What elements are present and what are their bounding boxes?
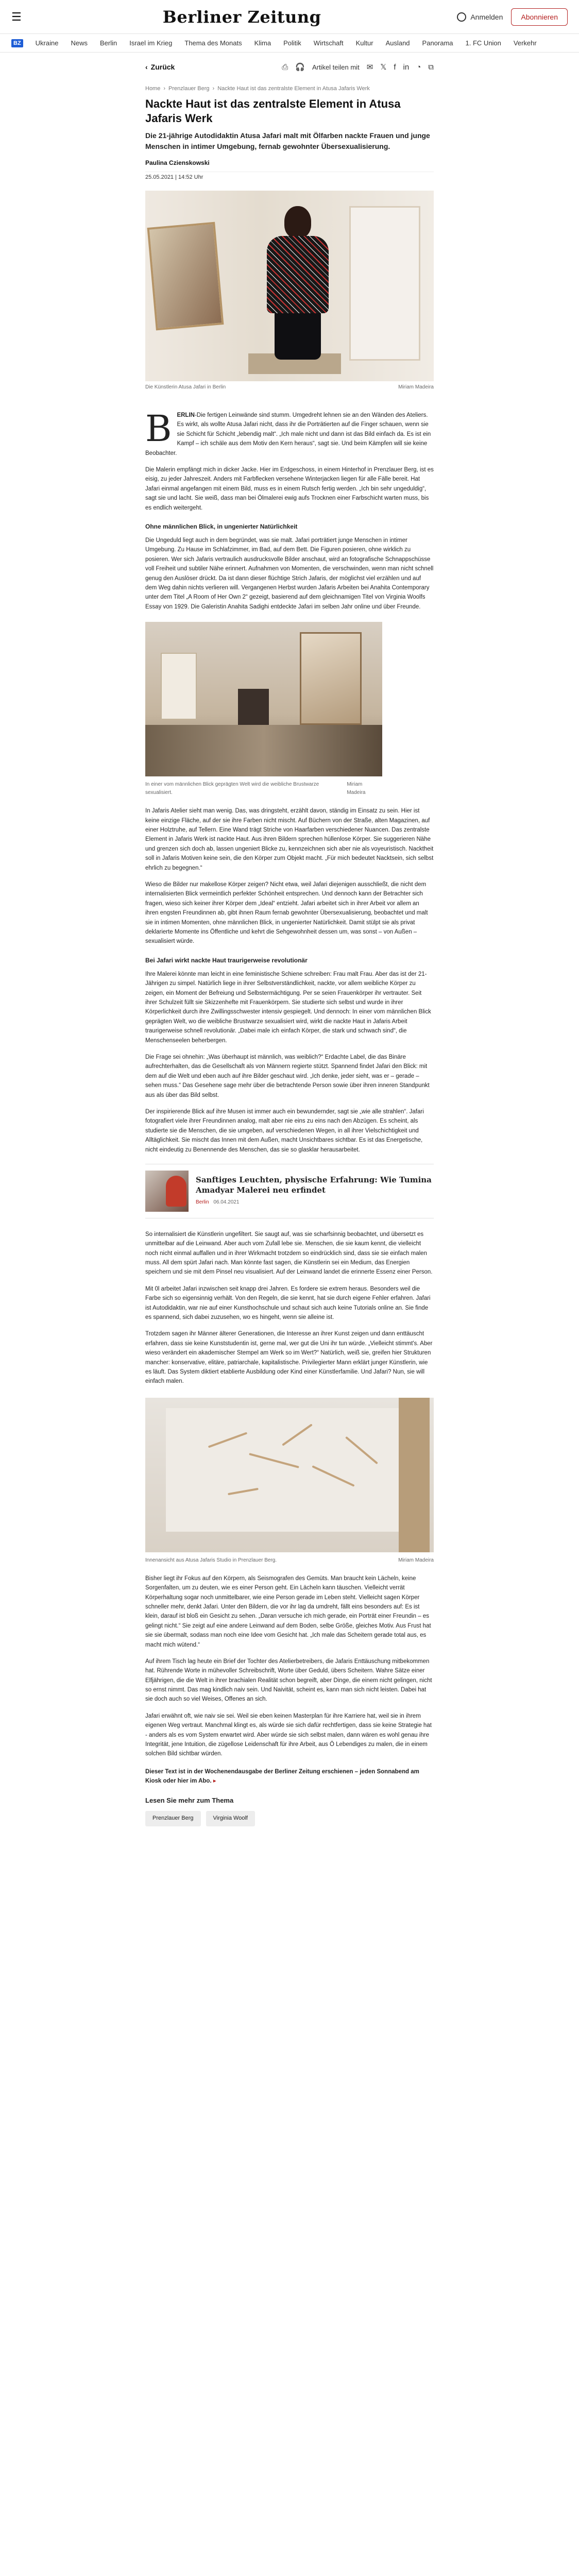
paragraph: Der inspirierende Blick auf ihre Musen ist immer auch ein bewundernder, sagt sie „wie alle strahlen“. Jafari fotografiert viele ihrer Freundinnen analog, malt aber nie eins zu eins nach den Abzügen. Es scheint, als studierte sie die Menschen, die sie umgeben, auf verschiedenen Wegen, in all ihrer Vielschichtigkeit und Alltäglichkeit. Sie mischt das Innen mit dem Außen, macht Unsichtbares sichtbar. Es ist das Energetische, nicht eindeutig zu Benennende des Menschen, das sie so glasklar herausarbeitet. (145, 1108, 424, 1153)
nav-item[interactable]: Ausland (385, 39, 410, 47)
paragraph: Ihre Malerei könnte man leicht in eine feministische Schiene schreiben: Frau malt Frau. Aber das ist der 21-Jährigen zu simpel. Natürlich liege in ihrer Selbstverständlichkeit, nackte, vor allem weibliche Körper zu zeigen, ein Moment der Befreiung und Selbstermächtigung. Per se seien Frauenkörper ihr vertrauter. Seit ihrer Schulzeit füllt sie Skizzenhefte mit Frauenkörpern. Sie studierte sich selbst und wurde in ihrer Körperlichkeit durch ihre Zwillingsschwester intensiv gespiegelt. Und dennoch: In einer vom männlichen Blick geprägten Welt, wo die weibliche Brustwarze sexualisiert wird, wirkt die nackte Haut in Jafaris Arbeit traurigerweise schnell revolutionär. „Dabei male ich einfach Körper, die stark und schwach sind“, die Menschenseelen beherbergen. (145, 971, 431, 1044)
image-caption (145, 781, 382, 797)
breadcrumb (145, 86, 434, 92)
paragraph: So internalisiert die Künstlerin ungefiltert. Sie saugt auf, was sie scharfsinnig beobachtet, und übersetzt es unmittelbar auf die Leinwand. Aber auch vom Zufall lebe sie. Menschen, die sie kaum kennt, die vielleicht noch nicht einmal auffallen und in ihrer Wirkmacht trotzdem so eindrücklich sind, dass sie sie einfach malen muss. All dem spürt Jafari nach. Man könnte fast sagen, die Künstlerin sei ein Medium, das Energien speichern und sie mit dem Pinsel neu visualisiert. Auf der Leinwand landet die erinnerte Essenz einer Person. (145, 1231, 433, 1276)
breadcrumb-item[interactable]: Home (145, 86, 161, 92)
topic-tag[interactable]: Virginia Woolf (206, 1811, 255, 1826)
hero-image[interactable] (145, 191, 434, 381)
chevron-left-icon: ‹ (145, 63, 148, 71)
article-time: 14:52 Uhr (178, 174, 203, 180)
drop-cap: B (145, 408, 172, 450)
site-logo[interactable]: Berliner Zeitung (162, 7, 321, 27)
main-nav (0, 34, 579, 53)
article-container (145, 86, 434, 180)
nav-item[interactable]: Klima (254, 39, 271, 47)
paragraph (145, 408, 434, 458)
print-icon[interactable]: ⎙ (282, 62, 288, 72)
studio-image[interactable] (145, 622, 382, 776)
related-meta (196, 1198, 434, 1207)
login-label: Anmelden (470, 12, 503, 21)
subheading: Ohne männlichen Blick, in ungenierter Natürlichkeit (145, 522, 298, 530)
related-section: Berlin (195, 1199, 209, 1206)
paragraph: Mit 0l arbeitet Jafari inzwischen seit knapp drei Jahren. Es fordere sie extrem heraus. Besonders weil die Farbe sich so eigensinnig verhält. Von den Regeln, die sie kennt, hat sie durch eigene Fehler erfahren. Jafari ist Autodidaktin, war nie auf einer Kunsthochschule und schaut sich auch keine Tutorials online an. Sie finde es spannend, sich dabei zuzusehen, wo es hingeht, wenn sie alleine ist. (145, 1285, 431, 1321)
subscribe-button[interactable]: Abonnieren (511, 8, 568, 26)
nav-item[interactable]: Israel im Krieg (129, 39, 173, 47)
nav-item[interactable]: Berlin (99, 39, 117, 47)
article-toolbar (145, 53, 434, 81)
breadcrumb-separator: › (212, 86, 215, 92)
nav-item[interactable]: Ukraine (35, 39, 59, 47)
paragraph: Wieso die Bilder nur makellose Körper zeigen? Nicht etwa, weil Jafari diejenigen ausschließt, die nicht dem internalisierten Blick vermeintlich perfekter Schönheit entsprechen. Und dennoch kann der Betrachter sich fragen, wieso sich keiner ihrer Körper dem „Ideal“ entzieht. Jafari arbeitet sich in ihrer Arbeit vor allem an ihren engsten Freundinnen ab, gibt ihnen Raum fernab gewohnter Übersexualisierung, beobachtet und malt sie in intimen Momenten, ohne männlichen Blick, in ungenierter Natürlichkeit. Damit stülpt sie als privat deklarierte Momente ins Öffentliche und kehrt die Sehgewohnheit dessen um, was sonst – von Außen – sexualisiert würde. (145, 881, 428, 945)
print-edition-promo[interactable] (145, 1767, 434, 1786)
share-label: Artikel teilen mit (312, 63, 360, 71)
image-caption-text: Innenansicht aus Atusa Jafaris Studio in Prenzlauer Berg. (145, 1557, 277, 1563)
article-body (145, 408, 434, 1826)
image-credit: Miriam Madeira (398, 1557, 434, 1563)
promo-text: Dieser Text ist in der Wochenendausgabe der Berliner Zeitung erschienen – jeden Sonnabend am Kiosk oder hier im Abo. (145, 1768, 419, 1785)
breadcrumb-item[interactable]: Prenzlauer Berg (168, 86, 210, 92)
article-author[interactable]: Paulina Czienskowski (145, 159, 210, 166)
twitter-icon[interactable]: 𝕏 (380, 63, 387, 72)
paragraph: Die Malerin empfängt mich in dicker Jacke. Hier im Erdgeschoss, in einem Hinterhof in Prenzlauer Berg, ist es eisig, zu jeder Jahreszeit. Anders mit Farbflecken versehene Winterjacken liegen für alle Fälle bereit. Hat Jafari einmal angefangen mit einem Bild, muss es in einem Rutsch fertig werden. „Ich bin sehr ungeduldig“, sagt sie und lacht. Sie weiß, dass man bei Ölmalerei ewig aufs Trocknen einer Farbschicht warten muss, bis es endlich weitergeht. (145, 466, 434, 511)
hero-credit: Miriam Madeira (398, 384, 434, 390)
back-label: Zurück (150, 63, 175, 71)
paragraph-text: -Die fertigen Leinwände sind stumm. Umgedreht lehnen sie an den Wänden des Ateliers. Es wirkt, als wollte Atusa Jafari nicht, dass ihr die Porträtierten auf die Finger schauen, wenn sie sie Schicht für Schicht „lebendig malt“. „Ich male nicht und dann ist das Bild einfach da. Es ist ein Kampf – ich schäle aus dem Motiv den Kern heraus“, sagt sie. Und beim Kämpfen will sie keine Beobachter. (145, 412, 431, 456)
more-topics-heading: Lesen Sie mehr zum Thema (145, 1796, 234, 1804)
image-caption-text: In einer vom männlichen Blick geprägten Welt wird die weibliche Brustwarze sexualisiert. (145, 782, 319, 796)
paragraph: Auf ihrem Tisch lag heute ein Brief der Tochter des Atelierbetreibers, die Jafaris Enttäuschung mitbekommen hat. Rührende Worte in mühevoller Schreibschrift, Worte über Geduld, übers Scheitern. Wahre Sätze einer Elfjährigen, die die Welt in ihrer brachialen Realität schon begreift, aber Dinge, die einem nicht gelingen, nicht so ernst nimmt. Das mag kindlich naiv sein. Und Naivität, scheint es, kann man sich nicht leisten. Dabei hat sie doch auch so viel Weises, Offenes an sich. (145, 1658, 432, 1703)
facebook-icon[interactable]: f (394, 62, 396, 72)
subheading: Bei Jafari wirkt nackte Haut traurigerweise revolutionär (145, 956, 308, 964)
linkedin-icon[interactable]: in (403, 62, 410, 72)
dateline-city: ERLIN (177, 412, 195, 418)
studio-interior-image[interactable] (145, 1398, 434, 1552)
user-icon (457, 12, 466, 22)
hero-caption (145, 384, 434, 390)
headphones-icon[interactable]: 🎧 (295, 63, 305, 72)
breadcrumb-separator: › (163, 86, 166, 92)
hero-figure (145, 191, 434, 390)
paragraph: Die Frage sei ohnehin: „Was überhaupt ist männlich, was weiblich?“ Erdachte Label, die das Binäre aufrechterhalten, das die Gesellschaft als von Männern regierte stützt. Spannend findet Jafari den Blick: mit dem auf die Welt und eben auch auf ihre Bilder geschaut wird. „Ich denke, jeder sieht, was er – gerade – sehen muss.“ Das Gesehene sage mehr über die betrachtende Person sowie über ihren inneren Standpunkt aus als über das Bild selbst. (145, 1054, 430, 1098)
paragraph: In Jafaris Atelier sieht man wenig. Das, was dringsteht, erzählt davon, ständig im Einsatz zu sein. Hier ist keine einzige Fläche, auf der sie ihre Farben nicht mischt. Auf Büchern von der Straße, alten Magazinen, auf einer Holztruhe, auf Tellern. Eine Wand trägt Striche von Haarfarben verschiedener Nuancen. Das zentralste Element in Jafaris Werk ist nackte Haut. Aus ihren Bildern sprechen hüllenlose Körper. Sie suggerieren Nähe und grenzen sich doch ab, lassen ungeniert Blicke zu, kennzeichnen sich aber nie als voyeuristisch. Nacktheit soll in Jafaris Motiven keine sein, die den Körper zum Objekt macht. „Für mich bedeutet Nacktsein, sich selbst ehrlich zu begegnen.“ (145, 808, 434, 871)
copy-link-icon[interactable]: ⧉ (428, 62, 434, 72)
nav-item[interactable]: Kultur (355, 39, 373, 47)
promo-arrow-icon: ▸ (213, 1778, 216, 1785)
topic-tags (145, 1811, 434, 1826)
dateline-separator: | (175, 174, 179, 180)
image-credit: Miriam Madeira (347, 782, 366, 796)
related-text (196, 1175, 434, 1207)
nav-item[interactable]: News (71, 39, 88, 47)
image-caption (145, 1556, 434, 1565)
email-icon[interactable]: ✉ (366, 63, 373, 72)
hero-caption-text: Die Künstlerin Atusa Jafari in Berlin (145, 384, 226, 390)
nav-item[interactable]: Thema des Monats (184, 39, 242, 47)
related-thumbnail[interactable] (145, 1171, 189, 1212)
nav-item[interactable]: Wirtschaft (313, 39, 344, 47)
share-bar (282, 62, 434, 72)
login-link[interactable] (457, 12, 503, 22)
article-dateline (145, 172, 434, 180)
topic-tag[interactable]: Prenzlauer Berg (145, 1811, 201, 1826)
header-actions (457, 8, 568, 26)
related-date: 06.04.2021 (213, 1199, 240, 1206)
related-title[interactable]: Sanftiges Leuchten, physische Erfahrung: Wie Tumina Amadyar Malerei neu erfindet (195, 1175, 432, 1195)
article-date: 25.05.2021 (145, 174, 174, 180)
article-title: Nackte Haut ist das zentralste Element in Atusa Jafaris Werk (145, 97, 401, 125)
site-header (0, 0, 579, 34)
related-article-teaser[interactable] (145, 1164, 434, 1218)
back-button[interactable] (145, 63, 175, 71)
bz-plus-icon[interactable]: BZ (11, 39, 23, 47)
menu-icon[interactable]: ☰ (11, 10, 22, 23)
nav-item[interactable]: 1. FC Union (465, 39, 501, 47)
paragraph: Bisher liegt ihr Fokus auf den Körpern, als Seismografen des Gemüts. Man braucht kein Lächeln, keine Sorgenfalten, um zu deuten, wie es einer Person geht. Ein Lächeln kann täuschen. Vielleicht verrät Körperhaltung sogar noch unmittelbarer, wie eine Person gerade im Leben steht. Vielleicht sagen Körper schneller mehr, denkt Jafari. Unter den Bildern, die vor ihr lag da umdreht, fällt eins besonders auf: Es ist klein, darauf ist bloß ein Gesicht zu sehen. „Daran versuche ich mich gerade, ein Porträt einer Freundin – es gelingt nicht.“ Sie zeigt auf eine andere Leinwand auf dem Boden, selbe Größe, gleiches Motiv. Aus Frust hat sie sie übermalt, sodass man noch eine Idee vom Gesicht hat. „Ich male das Scheitern gerade total aus, es macht mich wütend.“ (145, 1575, 431, 1648)
breadcrumb-item: Nackte Haut ist das zentralste Element in Atusa Jafaris Werk (217, 86, 370, 92)
paragraph: Die Ungeduld liegt auch in dem begründet, was sie malt. Jafari porträtiert junge Menschen in intimer Umgebung. Zu Hause im Schlafzimmer, im Bad, auf dem Bett. Die Figuren posieren, ohne wirklich zu posieren. Wer sich Jafaris vertraulich ausdrucksvolle Bilder anschaut, wird an fotografische Schnappschüsse voll Freiheit und subtiler Nähe erinnert. Aufnahmen von Momenten, die verschwinden, wenn man nicht schnell genug den Auslöser drückt. Da ist dann dieser flüchtige Strich Jafaris, der möglichst viel erzählen und auf dem Weg dahin nichts verlieren will. Vergangenen Herbst wurden Jafaris Arbeiten bei Anahita Contemporary unter dem Titel „A Room of Her Own 2“ gezeigt, basierend auf dem gleichnamigen Titel von Virginia Woolfs Essay von 1929. Die Galeristin Anahita Sadighi entdeckte Jafari im selben Jahr online und über Freunde. (145, 537, 434, 610)
paragraph: Jafari erwähnt oft, wie naiv sie sei. Weil sie eben keinen Masterplan für ihre Karriere hat, weil sie in ihrem eigenen Weg vertraut. Manchmal klingt es, als würde sie sich dafür rechtfertigen, dass sie keine Strategie hat - anders als es vom System erwartet wird. Aber würde sie sich selbst malen, dann wären es wohl genau ihre Integrität, jene Intuition, die zügellose Leidenschaft für ihre Arbeit, aus Ö Lebendiges zu malen, die in einem solchen Bild sichtbar würden. (145, 1713, 432, 1757)
article-lead: Die 21-jährige Autodidaktin Atusa Jafari malt mit Ölfarben nackte Frauen und junge Menschen in intimer Umgebung, fernab gewohnter Übersexualisierung. (145, 131, 430, 150)
nav-item[interactable]: Panorama (422, 39, 453, 47)
paragraph: Trotzdem sagen ihr Männer älterer Generationen, die Interesse an ihrer Kunst zeigen und dann enttäuscht erfahren, dass sie keine Kunststudentin ist, gerne mal, wer gut die Uni ihr tun würde. „Vielleicht stimmt's. Aber wieso verändert ein akademischer Stempel am Werk so im Wert?“ Natürlich, weiß sie, greifen hier Strukturen mancher: konservative, elitäre, patriarchale, kapitalistische. Privilegierter Mann erklärt junger Künstlerin, wie es läuft. Das System diktiert etablierte Ausbildung oder Kind einer Künstlerfamilie. Und Jafari? Nun, sie will einfach malen. (145, 1331, 433, 1385)
whatsapp-icon[interactable]: ◔ (416, 62, 421, 72)
nav-item[interactable]: Politik (283, 39, 301, 47)
nav-item[interactable]: Verkehr (513, 39, 537, 47)
